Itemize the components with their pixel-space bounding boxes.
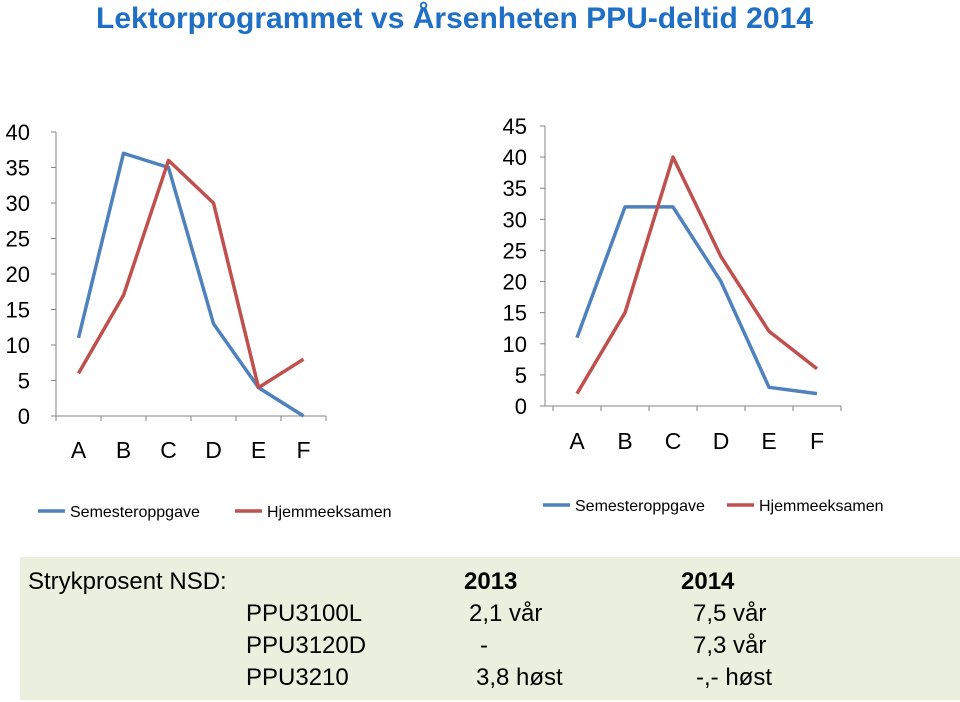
y-tick-label: 35 [502,176,527,202]
table-row-2013: - [480,632,488,659]
x-category-label: A [569,428,585,454]
failure-rate-table [20,557,960,700]
y-tick-label: 30 [502,207,527,233]
y-tick-label: 45 [502,114,527,139]
table-row-2013: 3,8 høst [476,664,563,691]
y-tick-label: 5 [514,362,527,388]
legend-label: Hjemmeeksamen [759,498,884,515]
y-tick-label: 35 [5,155,30,181]
y-tick-label: 20 [5,262,30,287]
table-row-course: PPU3210 [246,664,349,691]
y-tick-label: 20 [502,269,527,295]
y-tick-label: 10 [5,333,30,358]
x-category-label: C [160,437,177,463]
table-row-2014: 7,5 vår [693,600,767,627]
table-row-2014: 7,3 vår [693,632,767,659]
y-tick-label: 10 [502,331,527,357]
x-category-label: B [617,428,633,454]
table-row-course: PPU3100L [246,600,363,627]
y-tick-label: 15 [5,297,30,323]
table-row-course: PPU3120D [246,632,367,659]
series-line-hjemmeeksamen [577,157,817,394]
y-tick-label: 25 [502,238,527,264]
y-tick-label: 30 [5,191,30,216]
y-tick-label: 0 [17,404,30,429]
series-line-semesteroppgave [577,207,817,394]
x-category-label: B [115,437,132,463]
page-title: Lektorprogrammet vs Årsenheten PPU-deltid 2014 [96,2,813,35]
table-col-2013: 2013 [464,568,518,595]
x-category-label: E [761,428,777,454]
x-category-label: D [205,437,222,463]
y-tick-label: 40 [5,120,30,145]
table-col-2014: 2014 [681,568,735,595]
y-tick-label: 0 [514,394,527,419]
x-category-label: A [70,437,87,463]
legend-label: Hjemmeeksamen [267,504,392,521]
legend-label: Semesteroppgave [575,498,705,515]
table-row-2013: 2,1 vår [469,600,543,627]
table-heading: Strykprosent NSD: [28,568,227,595]
legend-label: Semesteroppgave [70,504,200,521]
x-category-label: C [664,428,682,454]
table-row-2014: -,- høst [696,664,772,691]
x-category-label: F [809,428,825,454]
x-category-label: E [250,437,267,463]
x-category-label: F [296,437,311,463]
x-category-label: D [712,428,730,454]
y-tick-label: 15 [502,300,527,326]
y-tick-label: 25 [5,226,30,252]
y-tick-label: 5 [17,368,30,394]
y-tick-label: 40 [502,145,527,171]
